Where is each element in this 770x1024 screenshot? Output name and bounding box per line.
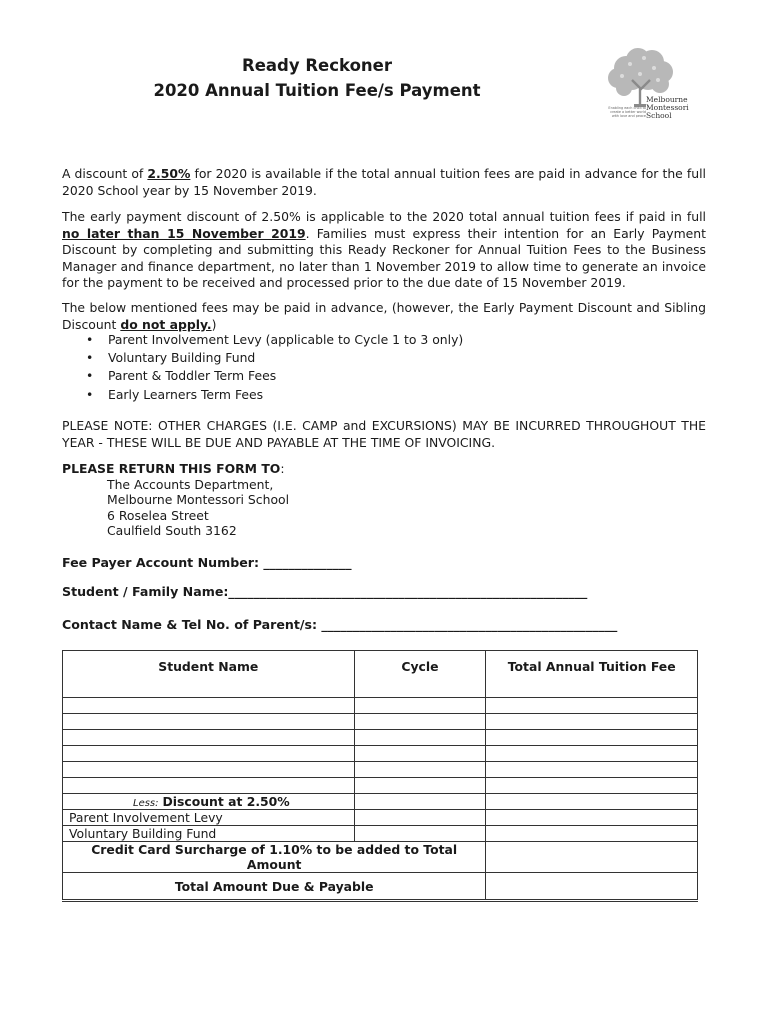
school-logo [596,46,692,126]
table-row[interactable] [63,714,698,730]
building-fund-row: Voluntary Building Fund [63,826,698,842]
surcharge-row: Credit Card Surcharge of 1.10% to be added to Total Amount [63,842,698,873]
early-payment-paragraph: The early payment discount of 2.50% is applicable to the 2020 total annual tuition fees if paid in full no later than 15 November 2019. Families must express their intention for an Early Payment Discount by completing and submitting this Ready Reckoner for Annual Tuition Fees to the Business Manager and finance department, no later than 1 November 2019 to allow time to generate an invoice for the payment to be received and processed prior to the due date of 15 November 2019. [62,209,706,291]
return-label: PLEASE RETURN THIS FORM TO: [62,461,285,476]
fee-bullet-list [86,331,463,404]
page-subtitle: 2020 Annual Tuition Fee/s Payment [153,81,481,100]
table-row[interactable] [63,762,698,778]
list-item: • Parent & Toddler Term Fees [86,367,463,385]
column-header: Cycle [354,651,486,698]
table-row[interactable] [63,698,698,714]
total-row: Total Amount Due & Payable [63,873,698,901]
logo-school-name: Melbourne Montessori School [646,95,689,120]
not-apply-text: do not apply. [120,316,212,332]
address-line: 6 Roselea Street [107,507,209,523]
deadline-text: no later than 15 November 2019 [62,225,306,241]
list-item: • Parent Involvement Levy (applicable to Cycle 1 to 3 only) [86,331,463,349]
levy-row: Parent Involvement Levy [63,810,698,826]
contact-field[interactable]: Contact Name & Tel No. of Parent/s: _______________________________________________ [62,617,618,632]
column-header: Total Annual Tuition Fee [486,651,698,698]
discount-paragraph: A discount of 2.50% for 2020 is available if the total annual tuition fees are paid in advance for the full 2020 School year by 15 November 2019. [62,166,706,198]
address-line: Caulfield South 3162 [107,523,237,539]
table-row[interactable] [63,730,698,746]
discount-rate: 2.50% [147,166,191,181]
return-address [107,477,289,539]
other-charges-note: PLEASE NOTE: OTHER CHARGES (I.E. CAMP and EXCURSIONS) MAY BE INCURRED THROUGHOUT THE YEAR - THESE WILL BE DUE AND PAYABLE AT THE TIME OF INVOICING. [62,418,706,450]
account-number-field[interactable]: Fee Payer Account Number: ______________ [62,555,352,570]
logo-tagline: Enabling each child to create a better world with love and peace [608,106,646,118]
discount-row: Less: Discount at 2.50% [63,794,698,810]
tuition-fee-table [62,650,698,902]
page-title: Ready Reckoner [242,56,392,75]
list-item: • Voluntary Building Fund [86,349,463,367]
address-line: Melbourne Montessori School [107,492,290,508]
table-row[interactable] [63,778,698,794]
address-line: The Accounts Department, [107,477,274,492]
table-row[interactable] [63,746,698,762]
column-header: Student Name [63,651,355,698]
discount-label: Discount at 2.50% [162,794,290,809]
family-name-field[interactable]: Student / Family Name:_________________________________________________________ [62,584,588,599]
advance-fees-paragraph: The below mentioned fees may be paid in advance, (however, the Early Payment Discount and Sibling Discount do not apply.) [62,300,706,332]
list-item: • Early Learners Term Fees [86,386,463,404]
